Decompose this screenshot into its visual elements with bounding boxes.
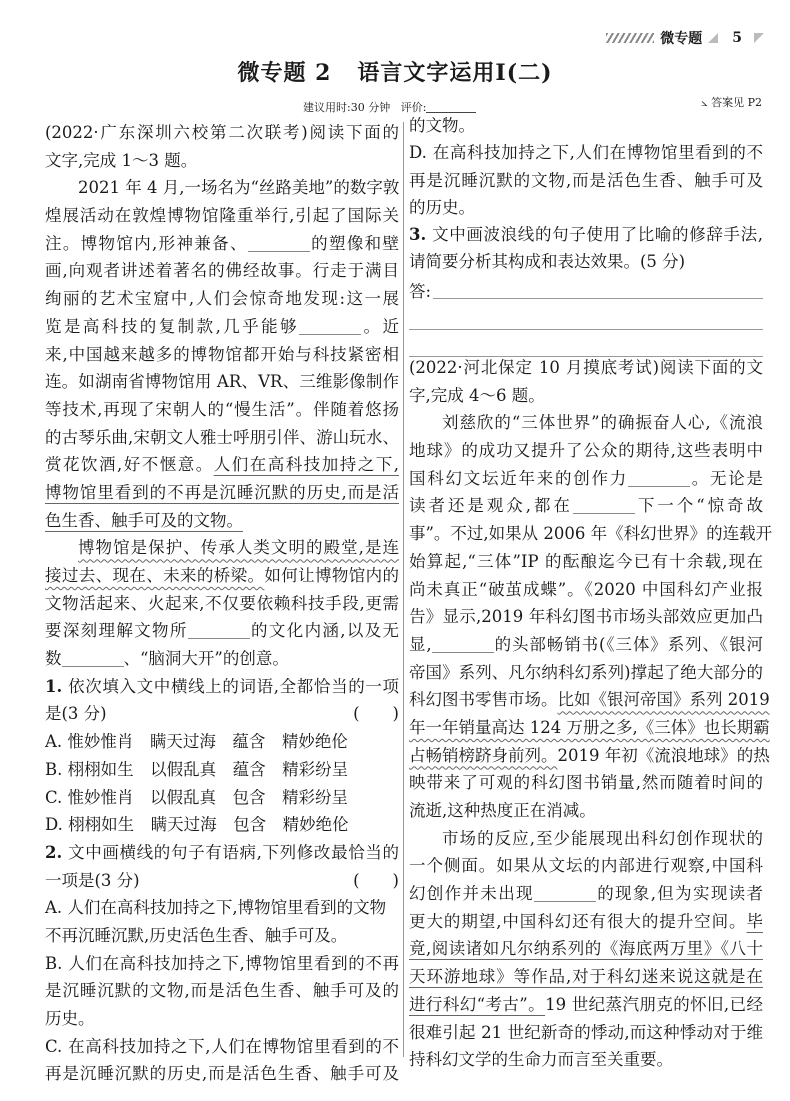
text-segment: 刘慈欣的“三体世界”的确振奋人心,《流浪: [442, 413, 763, 433]
text-line: [45, 894, 399, 922]
text-segment: 尚未真正“破茧成蝶”。《2020 中国科幻产业报: [409, 579, 763, 599]
text-segment: 的文化内涵,以及无: [249, 621, 400, 641]
text-segment: 。近: [361, 316, 399, 336]
text-segment: C. 惟妙惟肖 以假乱真 包含 精彩纷呈: [45, 787, 349, 807]
text-line: [409, 576, 763, 604]
text-line: [409, 631, 763, 659]
fill-in-blank[interactable]: [534, 883, 596, 902]
text-segment: 来,中国越来越多的博物馆都开始与科技紧密相: [45, 344, 399, 364]
fill-in-blank[interactable]: [573, 495, 635, 514]
text-segment: 的头部畅销书(《三体》系列、《银河: [493, 634, 763, 654]
triangle-decoration: [708, 33, 718, 43]
text-segment: 读者还是观众,都在: [409, 496, 573, 516]
answer-label: 答:: [409, 281, 432, 301]
text-segment: 持科幻文学的生命力而言至关重要。: [409, 1050, 673, 1070]
text-segment: 一项是(3 分): [45, 870, 140, 890]
text-segment: 很难引起 21 世纪新奇的悸动,而这种悸动对于维: [409, 1022, 763, 1042]
text-segment: 文字,完成 1～3 题。: [45, 150, 198, 170]
text-line: [409, 548, 763, 576]
hatch-decoration: [606, 33, 654, 43]
text-segment: 是(3 分): [45, 704, 107, 724]
text-segment: A. 惟妙惟肖 瞒天过海 蕴含 精妙绝伦: [45, 732, 348, 752]
text-line: [45, 756, 399, 784]
text-line: [45, 784, 399, 812]
text-segment: 幻创作并未出现: [409, 884, 534, 904]
text-segment: 文中画横线的句子有语病,下列修改最恰当的: [62, 842, 399, 862]
text-line: [45, 617, 399, 645]
text-segment: 显,: [409, 634, 432, 654]
answer-line[interactable]: [409, 303, 763, 330]
question-number: 3.: [409, 225, 427, 245]
text-line: [45, 922, 399, 950]
text-line: [409, 880, 763, 908]
fill-in-blank[interactable]: [62, 648, 124, 667]
underlined-sentence: 人们在高科技加持之下,: [213, 455, 399, 475]
text-segment: 2021 年 4 月,一场名为“丝路美地”的数字敦: [78, 178, 400, 198]
text-segment: 市场的反应,至少能展现出科幻创作现状的: [442, 828, 763, 848]
text-line: [45, 534, 399, 562]
text-line: [45, 1005, 399, 1033]
text-line: [45, 1060, 399, 1088]
underlined-sentence: 博物馆里看到的不再是沉睡沉默的历史,而是活: [45, 482, 399, 502]
text-line: [409, 139, 763, 166]
answer-reference: [701, 94, 762, 110]
answer-line[interactable]: [409, 276, 763, 303]
text-line: [409, 908, 763, 936]
text-line: [45, 341, 399, 369]
text-segment: 览是高科技的复制款,几乎能够: [45, 316, 300, 336]
text-segment: B. 栩栩如生 以假乱真 蕴含 精彩纷呈: [45, 759, 349, 779]
text-segment: B. 人们在高科技加持之下,博物馆里看到的不再: [45, 953, 399, 973]
question-block: [409, 112, 763, 276]
running-header: [606, 28, 764, 48]
corner-decoration: [754, 33, 764, 43]
text-line: [45, 174, 399, 202]
text-segment: 的塑像和壁: [309, 233, 400, 253]
wavy-underlined-sentence: 比如《银河帝国》系列 2019: [557, 690, 770, 710]
text-line: [45, 867, 399, 895]
title-number: 微专题 2: [237, 60, 332, 86]
text-line: [45, 839, 399, 867]
text-segment: 文中画波浪线的句子使用了比喻的修辞手法,: [426, 225, 763, 245]
text-line: [45, 700, 399, 728]
text-segment: 流逝,这种热度正在消减。: [409, 801, 596, 820]
text-line: [45, 313, 399, 341]
answer-line[interactable]: [409, 330, 763, 357]
text-line: [409, 686, 770, 714]
text-segment: 再是沉睡沉默的文物,而是活色生香、触手可及: [409, 170, 763, 190]
text-segment: 数: [45, 649, 62, 669]
text-segment: 连。如湖南省博物馆用 AR、VR、三维影像制作: [45, 372, 399, 392]
answer-ref-text: 答案见 P2: [711, 96, 762, 109]
text-line: [409, 112, 763, 139]
text-line: [45, 479, 399, 507]
text-segment: 赏花饮酒,好不惬意。: [45, 455, 214, 475]
passage-2: [409, 354, 773, 1074]
text-line: [45, 562, 399, 590]
text-line: [45, 645, 399, 673]
underlined-sentence: 天环游地球》等作品,对于科幻迷来说这就是在: [409, 967, 763, 987]
text-segment: 是沉睡沉默的文物,而是活色生香、触手可及的: [45, 981, 399, 1001]
text-segment: 。无论是: [690, 468, 763, 488]
text-line: [45, 119, 399, 147]
text-line: [45, 424, 399, 452]
text-line: [409, 963, 763, 991]
text-segment: D. 栩栩如生 瞒天过海 包含 精妙绝伦: [45, 815, 349, 835]
text-line: [45, 147, 399, 175]
text-line: [45, 507, 399, 535]
suggested-time: 建议用时:30 分钟: [303, 101, 391, 114]
text-segment: 文物活起来、火起来,不仅要依赖科技手段,更需: [45, 593, 399, 613]
text-line: [409, 1019, 763, 1047]
text-line: [409, 248, 763, 275]
text-line: [45, 728, 399, 756]
fill-in-blank[interactable]: [432, 634, 494, 653]
rating-blank: [426, 94, 476, 113]
text-line: [45, 202, 399, 230]
text-segment: 帝国》系列、凡尔纳科幻系列)撑起了绝大部分的: [409, 662, 763, 682]
text-line: [45, 590, 399, 618]
text-line: [45, 396, 399, 424]
wavy-underlined-sentence: 博物馆是保护、传承人类文明的殿堂,是连: [78, 538, 399, 558]
text-segment: 科幻图书零售市场。: [409, 690, 558, 710]
text-segment: 请简要分析其构成和表达效果。(5 分): [409, 252, 686, 272]
section-label: 微专题: [660, 31, 703, 47]
text-segment: D. 在高科技加持之下,人们在博物馆里看到的不: [409, 143, 763, 163]
page-number: 5: [732, 30, 742, 46]
text-segment: 不再沉睡沉默,历史活色生香、触手可及。: [45, 925, 348, 945]
text-segment: 19 世纪蒸汽朋克的怀旧,已经: [545, 994, 763, 1014]
text-segment: 映带来了可观的科幻图书销量,然而随着时间的: [409, 773, 763, 793]
answer-area: [409, 276, 763, 357]
text-line: [409, 354, 763, 382]
text-line: [409, 437, 763, 465]
text-segment: (2022·河北保定 10 月摸底考试)阅读下面的文: [409, 358, 763, 377]
question-number: 1.: [45, 676, 63, 696]
text-line: [409, 742, 770, 770]
text-segment: 下一个“惊奇故: [634, 496, 763, 516]
text-segment: 告》显示,2019 年科幻图书市场头部效应更加凸: [409, 607, 763, 627]
text-line: [45, 811, 399, 839]
text-line: [45, 230, 399, 258]
text-segment: 事”。不过,如果从 2006 年《科幻世界》的连载开: [409, 524, 773, 544]
text-segment: 国科幻文坛近年来的创作力: [409, 468, 628, 488]
answer-bracket: ( ): [353, 870, 399, 890]
text-segment: 的现象,但为实现读者: [595, 884, 764, 904]
fill-in-blank[interactable]: [299, 316, 361, 335]
text-segment: 绚丽的艺术宝窟中,人们会惊奇地发现:这一展: [45, 289, 399, 309]
fill-in-blank[interactable]: [248, 233, 310, 252]
text-segment: 注。博物馆内,形神兼备、: [45, 233, 248, 253]
text-segment: (2022·广东深圳六校第二次联考)阅读下面的: [45, 123, 399, 142]
question-number: 2.: [45, 842, 63, 862]
text-line: [409, 991, 763, 1019]
text-segment: 一个侧面。如果从文坛的内部进行观察,中国科: [409, 856, 763, 876]
column-divider: [403, 122, 404, 1057]
text-line: [409, 935, 763, 963]
text-line: [409, 492, 763, 520]
text-segment: 的历史。: [409, 197, 475, 217]
text-line: [409, 603, 763, 631]
text-segment: A. 人们在高科技加持之下,博物馆里看到的文物: [45, 898, 387, 918]
text-line: [409, 714, 770, 742]
rating-label: 评价:: [400, 101, 427, 114]
underlined-sentence: 进行科幻“考古”。: [409, 994, 546, 1014]
text-segment: 、“脑洞大开”的创意。: [123, 649, 289, 669]
left-column: [45, 119, 399, 1088]
text-segment: 要深刻理解文物所: [45, 621, 188, 641]
text-line: [45, 1033, 399, 1061]
text-line: [409, 465, 763, 493]
text-line: [409, 520, 773, 548]
text-segment: 2019 年初《流浪地球》的热: [557, 745, 770, 765]
text-segment: 等技术,再现了宋朝人的“慢生活”。伴随着悠扬: [45, 399, 399, 419]
text-segment: 如何让博物馆内的: [264, 566, 399, 585]
text-segment: 历史。: [45, 1009, 95, 1028]
wavy-underlined-sentence: 年一年销量高达 124 万册之多,《三体》也长期霸: [409, 717, 770, 737]
text-line: [45, 451, 399, 479]
wavy-underlined-sentence: 接过去、现在、未来的桥梁。: [45, 566, 265, 585]
text-segment: 的古琴乐曲,宋朝文人雅士呼朋引伴、游山玩水、: [45, 427, 399, 447]
fill-in-blank[interactable]: [628, 468, 690, 487]
answer-ref-icon: ⦣: [701, 96, 708, 109]
text-segment: 更大的期望,中国科幻还有很大的提升空间。: [409, 911, 747, 931]
title-topic: 语言文字运用Ⅰ(二): [357, 60, 553, 86]
text-line: [409, 167, 763, 194]
text-segment: 地球》的成功又提升了公众的期待,这些表明中: [409, 441, 763, 461]
text-line: [45, 950, 399, 978]
text-line: [409, 409, 763, 437]
right-column: [409, 112, 763, 357]
text-line: [45, 368, 399, 396]
text-segment: 煌展活动在敦煌博物馆隆重举行,引起了国际关: [45, 206, 399, 226]
text-line: [409, 769, 763, 797]
page-title: [0, 56, 790, 87]
text-line: [45, 977, 399, 1005]
wavy-underlined-sentence: 占畅销榜跻身前列。: [409, 745, 558, 765]
text-segment: C. 在高科技加持之下,人们在博物馆里看到的不: [45, 1036, 399, 1056]
text-line: [409, 1046, 763, 1074]
text-line: [409, 194, 763, 221]
text-line: [409, 852, 763, 880]
text-line: [45, 673, 399, 701]
text-segment: 字,完成 4～6 题。: [409, 385, 545, 405]
underlined-sentence: 色生香、触手可及的文物。: [45, 510, 243, 530]
text-segment: 依次填入文中横线上的词语,全都恰当的一项: [62, 676, 399, 696]
text-segment: 画,向观者讲述着著名的佛经故事。行走于满目: [45, 261, 399, 281]
answer-bracket: ( ): [353, 704, 399, 724]
text-line: [45, 257, 399, 285]
underlined-sentence: 毕: [746, 911, 763, 931]
text-line: [409, 221, 763, 248]
text-segment: 的文物。: [409, 116, 475, 135]
underlined-sentence: 竟,阅读诸如凡尔纳系列的《海底两万里》《八十: [409, 939, 763, 959]
text-line: [409, 825, 763, 853]
text-segment: 始算起,“三体”IP 的酝酿迄今已有十余载,现在: [409, 551, 763, 571]
text-segment: 再是沉睡沉默的历史,而是活色生香、触手可及: [45, 1064, 399, 1084]
text-line: [409, 797, 763, 825]
fill-in-blank[interactable]: [188, 620, 250, 639]
text-line: [45, 285, 399, 313]
text-line: [409, 659, 763, 687]
text-line: [409, 382, 763, 410]
